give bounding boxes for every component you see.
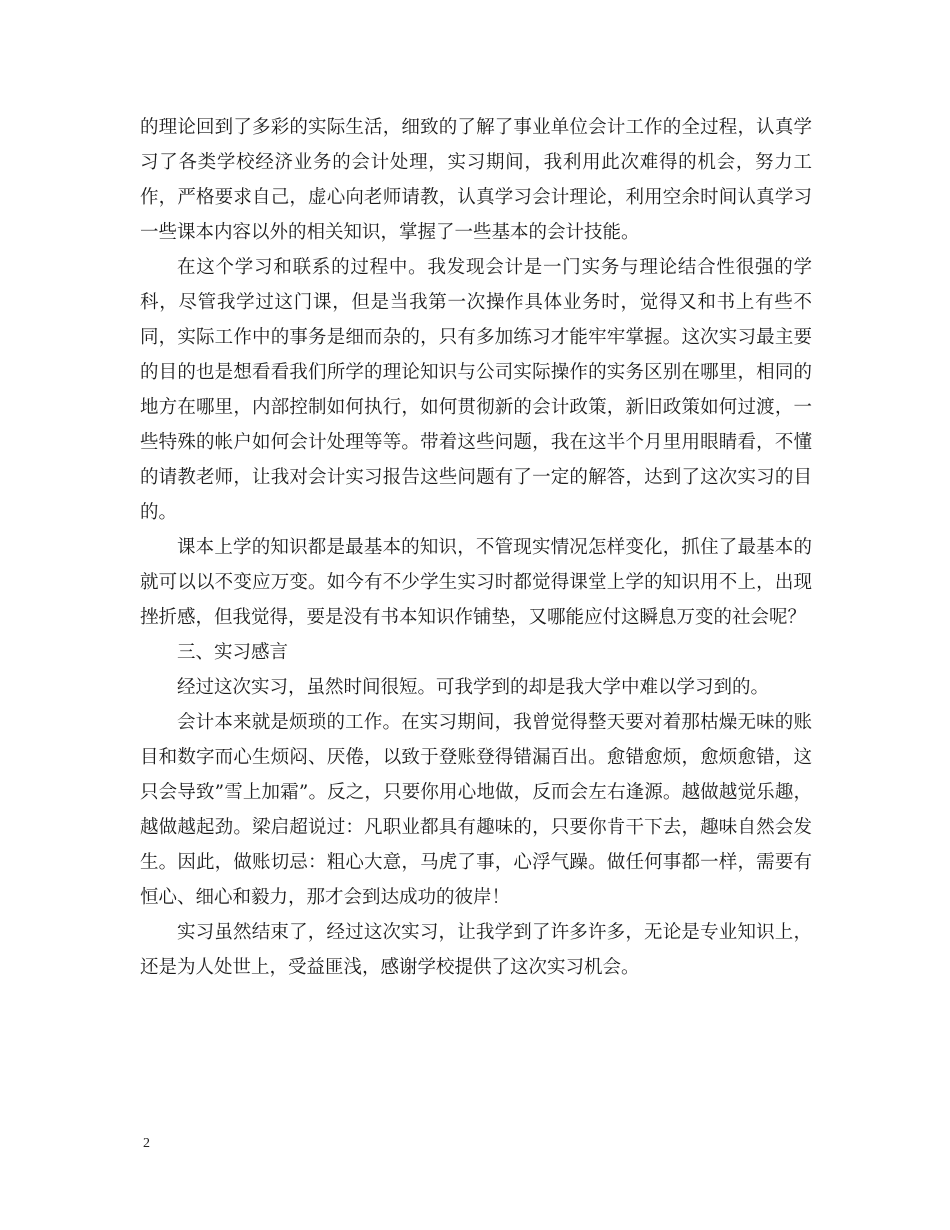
paragraph-2: 在这个学习和联系的过程中。我发现会计是一门实务与理论结合性很强的学科，尽管我学过这门课，但是当我第一次操作具体业务时，觉得又和书上有些不同，实际工作中的事务是细而杂的，只有多加练习才能牢牢掌握。这次实习最主要的目的也是想看看我们所学的理论知识与公司实际操作的实务区别在哪里，相同的地方在哪里，内部控制如何执行，如何贯彻新的会计政策，新旧政策如何过渡，一些特殊的帐户如何会计处理等等。带着这些问题，我在这半个月里用眼睛看，不懂的请教老师，让我对会计实习报告这些问题有了一定的解答，达到了这次实习的目的。 (140, 257, 812, 523)
paragraph-3: 课本上学的知识都是最基本的知识，不管现实情况怎样变化，抓住了最基本的就可以以不变应万变。如今有不少学生实习时都觉得课堂上学的知识用不上，出现挫折感，但我觉得，要是没有书本知识作铺垫，又哪能应付这瞬息万变的社会呢？ (140, 537, 812, 628)
document-body (140, 110, 812, 985)
section-heading: 三、实习感言 (177, 642, 289, 663)
paragraph-5: 会计本来就是烦琐的工作。在实习期间，我曾觉得整天要对着那枯燥无味的账目和数字而心生烦闷、厌倦，以致于登账登得错漏百出。愈错愈烦，愈烦愈错，这只会导致”雪上加霜”。反之，只要你用心地做，反而会左右逢源。越做越觉乐趣，越做越起劲。梁启超说过：凡职业都具有趣味的，只要你肯干下去，趣味自然会发生。因此，做账切忌：粗心大意，马虎了事，心浮气躁。做任何事都一样，需要有恒心、细心和毅力，那才会到达成功的彼岸！ (140, 712, 812, 908)
page-number: 2 (143, 1136, 150, 1151)
paragraph-6: 实习虽然结束了，经过这次实习，让我学到了许多许多，无论是专业知识上，还是为人处世上，受益匪浅，感谢学校提供了这次实习机会。 (140, 922, 812, 978)
paragraph-4: 经过这次实习，虽然时间很短。可我学到的却是我大学中难以学习到的。 (177, 677, 770, 698)
paragraph-1: 的理论回到了多彩的实际生活，细致的了解了事业单位会计工作的全过程，认真学习了各类学校经济业务的会计处理，实习期间，我利用此次难得的机会，努力工作，严格要求自己，虚心向老师请教，认真学习会计理论，利用空余时间认真学习一些课本内容以外的相关知识，掌握了一些基本的会计技能。 (140, 117, 812, 243)
